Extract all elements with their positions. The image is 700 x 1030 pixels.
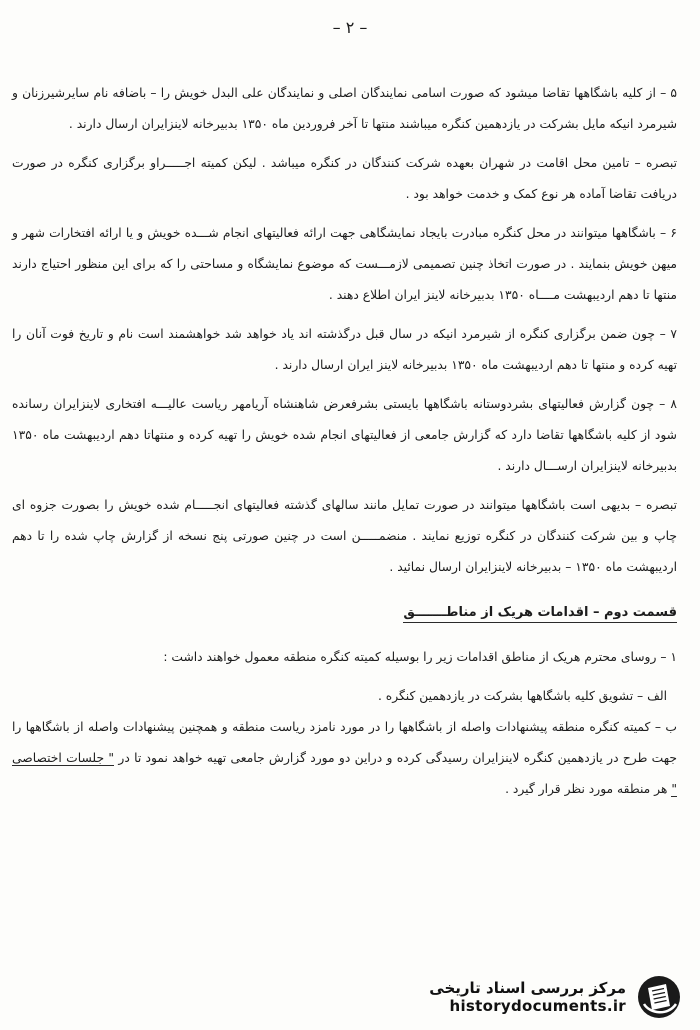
section-two-title [12, 597, 677, 628]
paragraph-7: ۷ – چون ضمن برگزاری کنگره از شیرمرد انیکه در سال قبل درگذشته اند یاد خواهد شد خواهشمند است نام و تاریخ فوت آنان را تهیه کرده و منتها تا دهم اردیبهشت ماه ۱۳۵۰ بدبیرخانه لاینز ایران ارسال دارند . [12, 327, 677, 372]
archive-logo-icon [636, 974, 682, 1020]
page-number: – ۲ – [332, 18, 368, 37]
note-printed-report: تبصره – بدیهی است باشگاهها میتوانند در صورت تمایل مانند سالهای گذشته فعالیتهای انجـــــام شده خویش را بصورت جزوه ای چاپ و بین شرکت کنندگان در کنگره توزیع نمایند . منضمـــــن است در چنین صورتی پنج نسخه از گزارش چاپ شده را تا دهم اردیبهشت ماه ۱۳۵۰ – بدبیرخانه لاینزایران ارسال نمائید . [12, 498, 677, 574]
section-two-intro: ۱ – روسای محترم هریک از مناطق اقدامات زیر را بوسیله کمیته کنگره منطقه معمول خواهند داشت : [163, 650, 677, 664]
item-b-text: ب – کمیته کنگره منطقه پیشنهادات واصله از باشگاهها را در مورد نامزد ریاست منطقه و همچنین پیشنهادات واصله از باشگاهها را جهت طرح در یازدهمین کنگره لاینزایران رسیدگی کرده و دراین دو مورد گزارش جامعی تهیه خواهد نمود تا در [12, 720, 677, 765]
watermark [392, 970, 682, 1024]
paragraph-6: ۶ – باشگاهها میتوانند در محل کنگره مبادرت بایجاد نمایشگاهی جهت ارائه فعالیتهای انجام شـــده خویش و یا ارائه افتخارات شهر و میهن خویش بنمایند . در صورت اتخاذ چنین تصمیمی لازمـــست که موضوع نمایشگاه و مساحتی را که برای این منظور احتیاج دارند منتها تا دهم اردیبهشت مــــاه ۱۳۵۰ بدبیرخانه لاینز ایران اطلاع دهند . [12, 226, 677, 302]
watermark-text [429, 979, 626, 1015]
item-b-quoted-phrase: " جلسات اختصاصی " [12, 751, 677, 796]
section-two-title-text: قسمت دوم – اقدامات هریک از مناطـــــــق [403, 605, 677, 623]
section-two-item-a: الف – تشویق کلیه باشگاهها بشرکت در یازدهمین کنگره . [377, 689, 667, 703]
note-accommodation: تبصره – تامین محل اقامت در شهران بعهده شرکت کنندگان در کنگره میباشد . لیکن کمیته اجـــــراو برگزاری کنگره در صورت دریافت تقاضا آماده هر نوع کمک و خدمت خواهد بود . [12, 156, 677, 201]
watermark-site: historydocuments.ir [449, 997, 626, 1015]
watermark-name: مرکز بررسی اسناد تاریخی [429, 979, 626, 997]
document-body [12, 78, 677, 805]
paragraph-8: ۸ – چون گزارش فعالیتهای بشردوستانه باشگاهها بایستی بشرفعرض شاهنشاه آریامهر ریاست عالیـــه افتخاری لاینزایران رسانده شود از کلیه باشگاهها تقاضا دارد که گزارش جامعی از فعالیتهای انجام شده خویش را تهیه کرده و منتهاتا دهم اردیبهشت ماه ۱۳۵۰ بدبیرخانه لاینزایران ارســـال دارند . [12, 397, 677, 473]
paragraph-5: ۵ – از کلیه باشگاهها تقاضا میشود که صورت اسامی نمایندگان اصلی و نمایندگان علی البدل خویش را – باضافه نام سایرشیرزنان و شیرمرد انیکه مایل بشرکت در یازدهمین کنگره میباشند منتها تا آخر فروردین ماه ۱۳۵۰ بدبیرخانه لاینزایران ارسال دارند . [12, 86, 677, 131]
item-b-text-end: هر منطقه مورد نظر قرار گیرد . [505, 782, 668, 796]
section-two-item-b [12, 712, 677, 805]
